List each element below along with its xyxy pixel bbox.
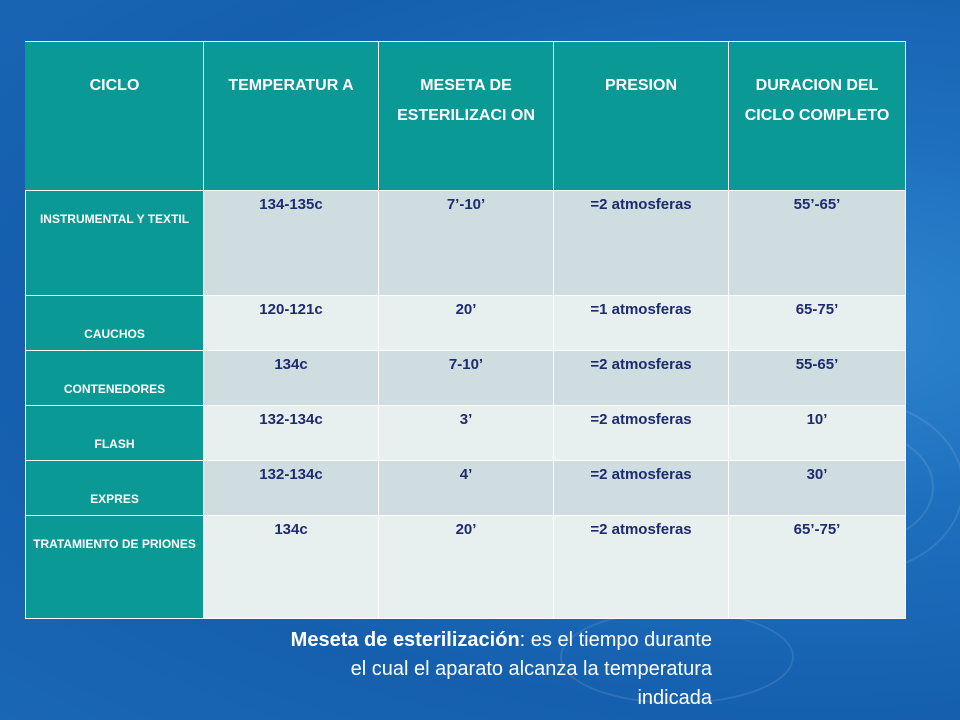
table-row [26, 191, 906, 296]
cell-presion: =2 atmosferas [554, 191, 729, 296]
header-duracion: DURACION DEL CICLO COMPLETO [729, 42, 906, 191]
cell-meseta: 7’-10’ [379, 191, 554, 296]
note-definition: : es el tiempo durante el cual el aparato alcanza la temperatura indicada [350, 629, 712, 709]
cell-duracion: 55-65’ [729, 351, 906, 406]
cell-presion: =2 atmosferas [554, 461, 729, 516]
header-ciclo: CICLO [26, 42, 204, 191]
header-meseta: MESETA DE ESTERILIZACI ON [379, 42, 554, 191]
cell-temperatura: 120-121c [204, 296, 379, 351]
row-label: EXPRES [26, 461, 204, 516]
cell-presion: =2 atmosferas [554, 351, 729, 406]
table-header-row [26, 42, 906, 191]
cell-presion: =1 atmosferas [554, 296, 729, 351]
cell-temperatura: 134-135c [204, 191, 379, 296]
row-label: CAUCHOS [26, 296, 204, 351]
cell-temperatura: 134c [204, 351, 379, 406]
cell-duracion: 65-75’ [729, 296, 906, 351]
sterilization-table-container [25, 41, 905, 618]
cell-temperatura: 132-134c [204, 461, 379, 516]
row-label: FLASH [26, 406, 204, 461]
table-row [26, 351, 906, 406]
cell-meseta: 7-10’ [379, 351, 554, 406]
sterilization-cycles-table [25, 41, 906, 619]
header-presion: PRESION [554, 42, 729, 191]
cell-presion: =2 atmosferas [554, 516, 729, 619]
row-label: TRATAMIENTO DE PRIONES [26, 516, 204, 619]
header-temperatura: TEMPERATUR A [204, 42, 379, 191]
cell-duracion: 65’-75’ [729, 516, 906, 619]
cell-temperatura: 134c [204, 516, 379, 619]
cell-duracion: 55’-65’ [729, 191, 906, 296]
cell-meseta: 20’ [379, 516, 554, 619]
cell-temperatura: 132-134c [204, 406, 379, 461]
cell-presion: =2 atmosferas [554, 406, 729, 461]
table-row [26, 461, 906, 516]
row-label: CONTENEDORES [26, 351, 204, 406]
cell-duracion: 10’ [729, 406, 906, 461]
table-row [26, 406, 906, 461]
table-row [26, 516, 906, 619]
definition-note [280, 626, 712, 713]
row-label: INSTRUMENTAL Y TEXTIL [26, 191, 204, 296]
note-term: Meseta de esterilización [290, 629, 520, 651]
table-row [26, 296, 906, 351]
cell-meseta: 3’ [379, 406, 554, 461]
cell-meseta: 20’ [379, 296, 554, 351]
cell-duracion: 30’ [729, 461, 906, 516]
cell-meseta: 4’ [379, 461, 554, 516]
